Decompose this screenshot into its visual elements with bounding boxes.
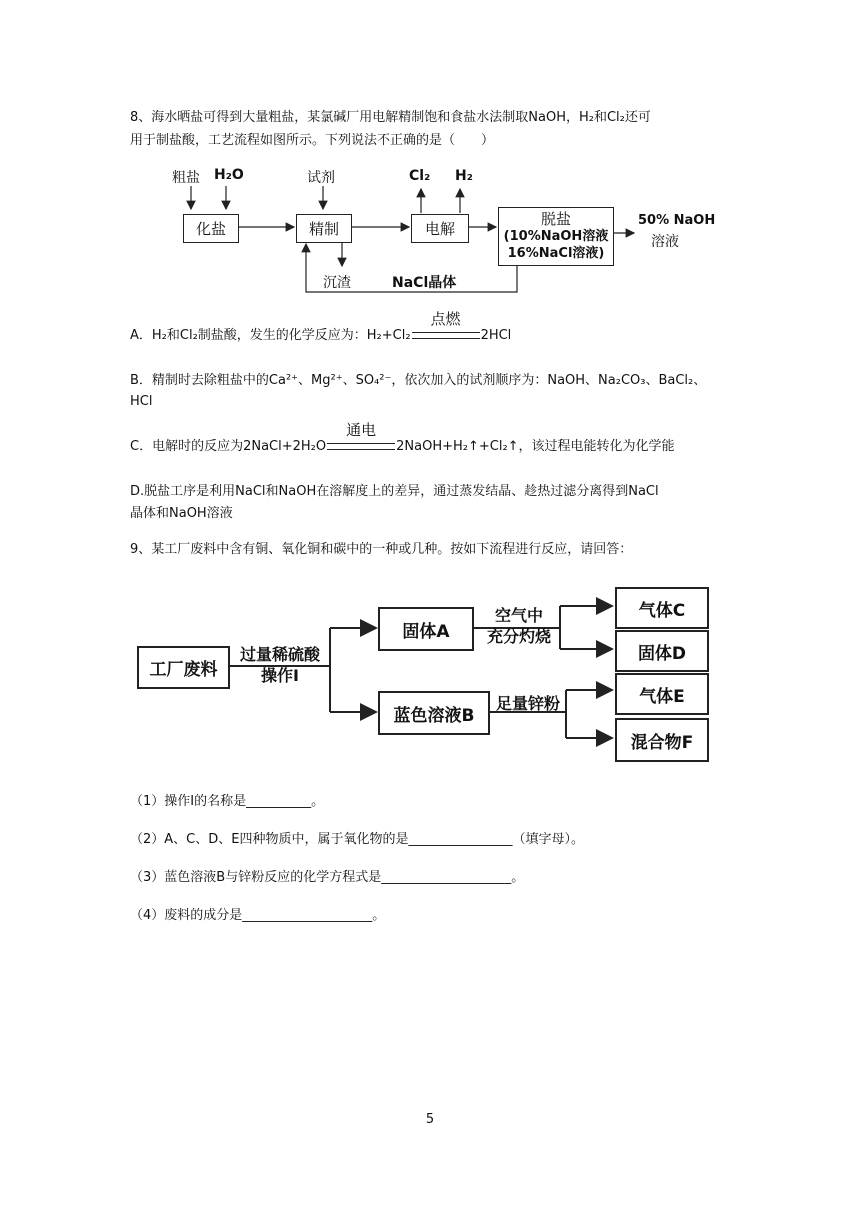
product-line1: 50% NaOH — [638, 213, 716, 228]
q9-sub2: （2）A、C、D、E四种物质中，属于氧化物的是________________（填字母）。 — [130, 832, 584, 847]
q9-sub4: （4）废料的成分是____________________。 — [130, 908, 386, 923]
burn-line1: 空气中 — [494, 606, 543, 625]
electrolysis-box: 电解 — [411, 214, 469, 243]
zinc-label: 足量锌粉 — [495, 694, 560, 713]
q8-stem-line2: 用于制盐酸，工艺流程如图所示。下列说法不正确的是（ ） — [130, 133, 495, 148]
burn-label — [474, 605, 564, 647]
option-c-product: 2NaOH+H₂↑+Cl₂↑，该过程电能转化为化学能 — [396, 439, 675, 454]
nacl-crystal-label: NaCl晶体 — [392, 275, 457, 291]
q8-option-b-line2: HCl — [130, 394, 153, 409]
option-c-text: C．电解时的反应为2NaCl+2H₂O — [130, 439, 327, 454]
gas-e-box: 气体E — [615, 673, 709, 715]
gas-c-box: 气体C — [615, 587, 709, 629]
reagent-label: 试剂 — [307, 170, 335, 186]
desalt-line1: (10%NaOH溶液 — [503, 229, 609, 244]
electrify-condition: 通电 — [346, 421, 377, 439]
burn-line2: 充分灼烧 — [486, 627, 551, 646]
step1-line2: 操作I — [261, 666, 299, 685]
page-number: 5 — [425, 1112, 435, 1127]
desalt-title: 脱盐 — [540, 210, 571, 228]
q9-stem: 9、某工厂废料中含有铜、氧化铜和碳中的一种或几种。按如下流程进行反应，请回答： — [130, 542, 633, 557]
dissolve-box: 化盐 — [183, 214, 239, 243]
blue-solution-b-box: 蓝色溶液B — [378, 691, 490, 735]
q9-sub3: （3）蓝色溶液B与锌粉反应的化学方程式是____________________。 — [130, 870, 525, 885]
q9-sub1: （1）操作Ⅰ的名称是__________。 — [130, 794, 325, 809]
option-a-text: A．H₂和Cl₂制盐酸，发生的化学反应为：H₂+Cl₂ — [130, 328, 411, 343]
solid-d-box: 固体D — [615, 630, 709, 672]
q8-stem-line1: 8、海水晒盐可得到大量粗盐，某氯碱厂用电解精制饱和食盐水法制取NaOH，H₂和Cl₂还可 — [130, 110, 651, 125]
waste-box: 工厂废料 — [137, 646, 230, 689]
desalt-line2: 16%NaCl溶液) — [507, 246, 605, 261]
q8-option-d-line2: 晶体和NaOH溶液 — [130, 506, 233, 521]
step1-line1: 过量稀硫酸 — [239, 645, 320, 664]
water-label: H₂O — [214, 167, 244, 183]
step1-label — [230, 644, 330, 686]
residue-label: 沉渣 — [323, 275, 351, 291]
q8-option-b-line1: B．精制时去除粗盐中的Ca²⁺、Mg²⁺、SO₄²⁻，依次加入的试剂顺序为：NaOH、Na₂CO₃、BaCl₂、 — [130, 373, 707, 388]
q8-option-d-line1: D.脱盐工序是利用NaCl和NaOH在溶解度上的差异，通过蒸发结晶、趁热过滤分离得到NaCl — [130, 484, 659, 499]
refine-box: 精制 — [296, 214, 352, 243]
h2-label: H₂ — [455, 168, 473, 184]
solid-a-box: 固体A — [378, 607, 474, 651]
ignite-condition: 点燃 — [430, 310, 461, 328]
option-a-product: 2HCl — [480, 328, 512, 343]
product-line2: 溶液 — [651, 234, 679, 250]
mixture-f-box: 混合物F — [615, 718, 709, 762]
cl2-label: Cl₂ — [409, 168, 431, 184]
crude-salt-label: 粗盐 — [172, 170, 200, 186]
